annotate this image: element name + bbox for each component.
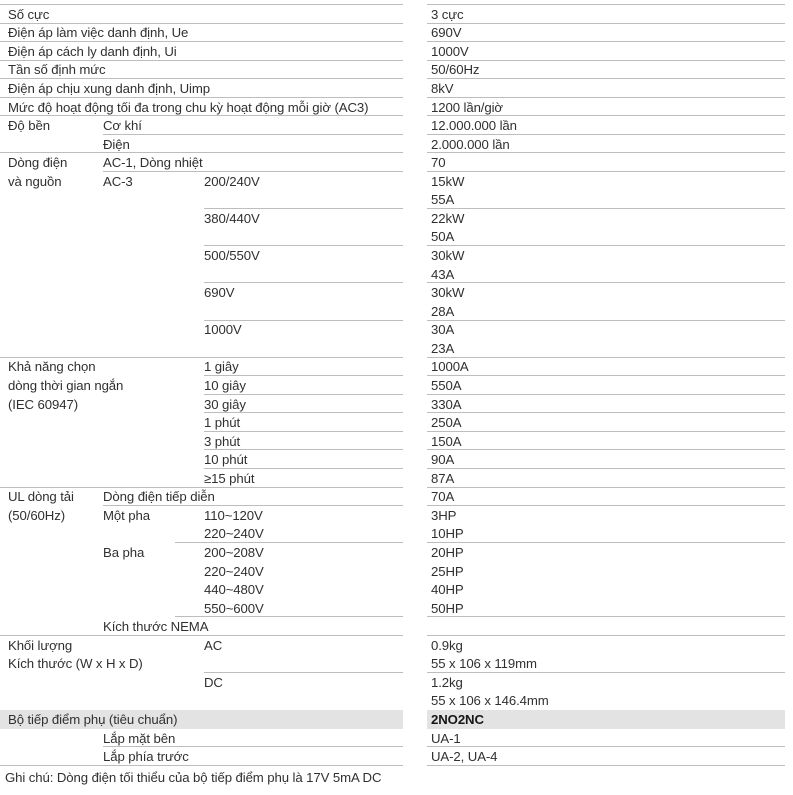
- spec-label-c3: 550~600V: [204, 600, 264, 616]
- spec-value: 70A: [431, 489, 455, 505]
- spec-value: 55 x 106 x 146.4mm: [431, 693, 549, 709]
- value-row: [427, 636, 785, 655]
- spec-value: 23A: [431, 340, 455, 356]
- spec-label-c1: (50/60Hz): [8, 507, 66, 523]
- spec-row: [0, 469, 403, 488]
- spec-value: 12.000.000 lần: [431, 118, 517, 134]
- section-header-row: [0, 710, 403, 729]
- spec-row: [0, 599, 403, 618]
- value-row: [427, 246, 785, 265]
- spec-value: 55A: [431, 192, 455, 208]
- spec-row: [0, 5, 403, 24]
- spec-label-c3: 690V: [204, 285, 235, 301]
- spec-value: 3HP: [431, 507, 457, 523]
- spec-value: 10HP: [431, 526, 464, 542]
- spec-label-c1: Điện áp làm việc danh định, Ue: [8, 25, 189, 41]
- spec-value: 50A: [431, 229, 455, 245]
- value-row: [427, 209, 785, 228]
- spec-label-c3: 200~208V: [204, 545, 264, 560]
- spec-row: [0, 191, 403, 210]
- value-row: [427, 358, 785, 377]
- spec-value: 87A: [431, 470, 455, 486]
- value-row: [427, 191, 785, 210]
- spec-value: 43A: [431, 266, 455, 282]
- spec-label-c2: Kích thước NEMA: [103, 619, 209, 635]
- value-row: [427, 562, 785, 581]
- spec-row: [0, 116, 403, 135]
- spec-label-c3: 500/550V: [204, 248, 260, 264]
- value-row: [427, 488, 785, 507]
- spec-value: 1.2kg: [431, 674, 463, 690]
- spec-row: [0, 302, 403, 321]
- spec-value: 25HP: [431, 563, 464, 579]
- spec-row: [0, 61, 403, 80]
- value-row: [427, 617, 785, 636]
- value-row: [427, 692, 785, 711]
- spec-label-c2: Lắp phía trước: [103, 749, 189, 765]
- spec-label-c1: Số cực: [8, 6, 50, 22]
- spec-label-c1: Điện áp cách ly danh định, Ui: [8, 43, 177, 59]
- footnote: Ghi chú: Dòng điện tối thiểu của bộ tiếp điểm phụ là 17V 5mA DC: [5, 769, 382, 785]
- spec-label-c1: Dòng điện: [8, 155, 68, 171]
- spec-label-c3: 220~240V: [204, 526, 264, 542]
- spec-value: 90A: [431, 452, 455, 468]
- value-row: [427, 265, 785, 284]
- spec-label-c3: 200/240V: [204, 173, 260, 189]
- value-row: [427, 599, 785, 618]
- value-row: [427, 655, 785, 674]
- spec-label-c3: 380/440V: [204, 210, 260, 226]
- spec-value: 2.000.000 lần: [431, 136, 510, 152]
- value-row: [427, 376, 785, 395]
- spec-value: 40HP: [431, 582, 464, 598]
- value-row: [427, 283, 785, 302]
- spec-row: [0, 729, 403, 748]
- spec-row: [0, 655, 403, 674]
- value-row: [427, 61, 785, 80]
- spec-value: 550A: [431, 377, 462, 393]
- spec-label-c1: và nguồn: [8, 173, 62, 189]
- spec-label-c3: 1000V: [204, 322, 242, 338]
- spec-value: 330A: [431, 396, 462, 412]
- spec-row: [0, 172, 403, 191]
- value-row: [427, 413, 785, 432]
- spec-row: [0, 24, 403, 43]
- spec-row: [0, 283, 403, 302]
- spec-value: 1200 lần/giờ: [431, 99, 503, 115]
- value-row: [427, 98, 785, 117]
- spec-row: [0, 747, 403, 766]
- spec-row: [0, 98, 403, 117]
- value-row: [427, 469, 785, 488]
- row-divider: [0, 765, 403, 766]
- spec-value: 150A: [431, 433, 462, 449]
- spec-label-c3: ≥15 phút: [204, 470, 255, 486]
- spec-row: [0, 506, 403, 525]
- spec-label-c1: Điện áp chịu xung danh định, Uimp: [8, 81, 210, 96]
- spec-label-c2: Điện: [103, 136, 130, 152]
- value-row: [427, 580, 785, 599]
- spec-table-values-panel: [427, 4, 785, 766]
- spec-value: 70: [431, 155, 446, 171]
- spec-label-c3: 440~480V: [204, 582, 264, 598]
- spec-value: 50/60Hz: [431, 62, 480, 78]
- value-row: [427, 339, 785, 358]
- spec-label-c3: 110~120V: [204, 507, 263, 523]
- spec-value: 50HP: [431, 600, 464, 616]
- spec-row: [0, 246, 403, 265]
- value-row: [427, 525, 785, 544]
- spec-label-c3: 1 phút: [204, 415, 241, 431]
- spec-row: [0, 525, 403, 544]
- spec-label-c3: AC: [204, 637, 223, 653]
- spec-row: [0, 153, 403, 172]
- spec-value: 30kW: [431, 285, 465, 301]
- value-row: [427, 302, 785, 321]
- spec-row: [0, 636, 403, 655]
- spec-label-c2: Một pha: [103, 507, 150, 523]
- spec-label-c1: Tần số định mức: [8, 62, 106, 78]
- spec-label-c3: DC: [204, 674, 223, 690]
- spec-label-c1: Kích thước (W x H x D): [8, 656, 143, 672]
- spec-row: [0, 432, 403, 451]
- spec-row: [0, 488, 403, 507]
- value-row: [427, 450, 785, 469]
- value-row: [427, 321, 785, 340]
- spec-value: UA-2, UA-4: [431, 749, 498, 765]
- spec-row: [0, 562, 403, 581]
- spec-value: 3 cực: [431, 6, 464, 22]
- spec-label-c2: Dòng điện tiếp diễn: [103, 489, 215, 505]
- spec-value-highlight: 2NO2NC: [431, 712, 484, 728]
- spec-label-c2: AC-3: [103, 173, 133, 189]
- value-row: [427, 729, 785, 748]
- value-row: [427, 116, 785, 135]
- value-row: [427, 543, 785, 562]
- value-row: [427, 79, 785, 98]
- spec-row: [0, 209, 403, 228]
- spec-label-c1: UL dòng tải: [8, 489, 74, 505]
- value-row: [427, 24, 785, 43]
- spec-row: [0, 450, 403, 469]
- spec-label-c3: 220~240V: [204, 563, 264, 579]
- spec-label-c3: 10 phút: [204, 452, 248, 468]
- spec-label-c3: 10 giây: [204, 377, 246, 393]
- spec-label-c3: 3 phút: [204, 433, 241, 449]
- value-row: [427, 5, 785, 24]
- spec-row: [0, 692, 403, 711]
- spec-label-c1: Khối lượng: [8, 637, 73, 653]
- spec-label-c1: dòng thời gian ngắn: [8, 377, 124, 393]
- spec-row: [0, 673, 403, 692]
- row-divider: [427, 765, 785, 766]
- spec-label-c1: (IEC 60947): [8, 396, 79, 412]
- spec-row: [0, 42, 403, 61]
- spec-row: [0, 339, 403, 358]
- spec-label-c1: Mức độ hoạt động tối đa trong chu kỳ hoạt động mỗi giờ (AC3): [8, 99, 369, 115]
- spec-value: UA-1: [431, 730, 461, 746]
- spec-value: 30kW: [431, 248, 465, 264]
- spec-row: [0, 413, 403, 432]
- spec-row: [0, 543, 403, 562]
- value-row: [427, 153, 785, 172]
- spec-row: [0, 395, 403, 414]
- spec-value: 690V: [431, 25, 462, 41]
- spec-row: [0, 228, 403, 247]
- spec-row: [0, 617, 403, 636]
- spec-value: 28A: [431, 303, 455, 319]
- spec-label-c2: AC-1, Dòng nhiệt: [103, 155, 203, 171]
- spec-row: [0, 321, 403, 340]
- spec-table-labels-panel: [0, 4, 403, 766]
- spec-row: [0, 135, 403, 154]
- spec-label-c2: Cơ khí: [103, 118, 142, 134]
- spec-row: [0, 79, 403, 98]
- spec-value: 55 x 106 x 119mm: [431, 656, 537, 672]
- value-row: [427, 673, 785, 692]
- spec-label-c2: Lắp mặt bên: [103, 730, 176, 746]
- spec-value: 20HP: [431, 545, 464, 560]
- section-header-row: [427, 710, 785, 729]
- spec-value: 1000A: [431, 359, 469, 375]
- spec-row: [0, 376, 403, 395]
- spec-row: [0, 580, 403, 599]
- spec-label-c1: Độ bền: [8, 118, 50, 134]
- spec-value: 15kW: [431, 173, 465, 189]
- spec-label-c3: 1 giây: [204, 359, 239, 375]
- spec-label-c2: Ba pha: [103, 545, 145, 560]
- spec-label-c1: Khả năng chọn: [8, 359, 96, 375]
- spec-value: 1000V: [431, 43, 469, 59]
- value-row: [427, 432, 785, 451]
- value-row: [427, 135, 785, 154]
- value-row: [427, 506, 785, 525]
- spec-label-c3: 30 giây: [204, 396, 246, 412]
- spec-label-c1: Bộ tiếp điểm phụ (tiêu chuẩn): [8, 712, 178, 728]
- spec-row: [0, 358, 403, 377]
- value-row: [427, 42, 785, 61]
- value-row: [427, 172, 785, 191]
- spec-value: 30A: [431, 322, 455, 338]
- value-row: [427, 228, 785, 247]
- spec-value: 250A: [431, 415, 462, 431]
- spec-value: 0.9kg: [431, 637, 463, 653]
- value-row: [427, 747, 785, 766]
- spec-row: [0, 265, 403, 284]
- spec-value: 22kW: [431, 210, 465, 226]
- spec-value: 8kV: [431, 81, 454, 96]
- value-row: [427, 395, 785, 414]
